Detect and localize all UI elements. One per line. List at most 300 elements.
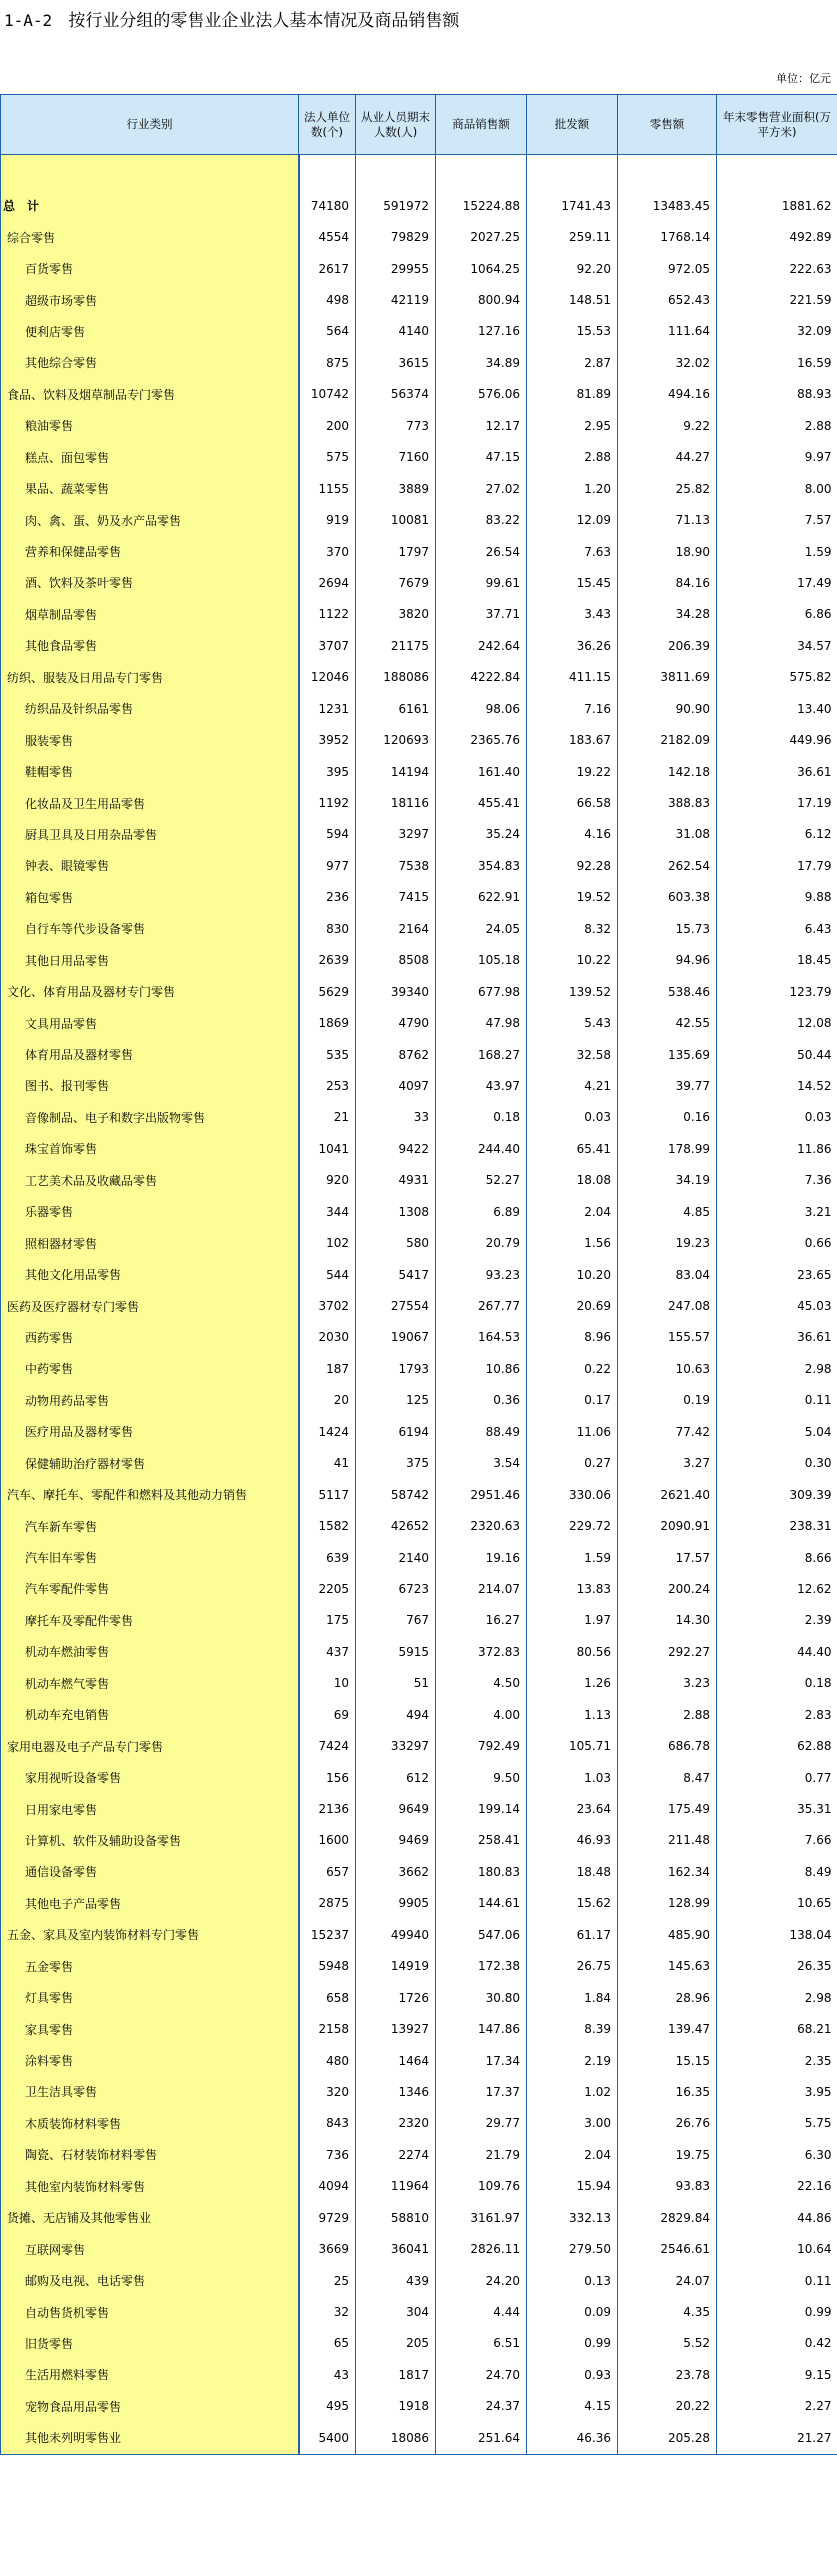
cell-sales: 19.16 [436, 1542, 527, 1573]
cell-employees: 580 [356, 1227, 436, 1258]
cell-retail: 16.35 [618, 2076, 717, 2107]
cell-wholesale: 2.19 [527, 2045, 618, 2076]
cell-sales: 1064.25 [436, 253, 527, 284]
cell-employees: 27554 [356, 1290, 436, 1321]
cell-employees: 773 [356, 410, 436, 441]
cell-retail: 39.77 [618, 1070, 717, 1101]
cell-employees: 58810 [356, 2202, 436, 2233]
unit-label: 单位：亿元 [776, 72, 831, 85]
cell-employees: 1464 [356, 2045, 436, 2076]
cell-floor-area: 449.96 [717, 724, 837, 755]
cell-sales: 4.50 [436, 1668, 527, 1699]
cell-employees: 13927 [356, 2013, 436, 2044]
cell-sales: 52.27 [436, 1165, 527, 1196]
cell-sales: 24.05 [436, 913, 527, 944]
cell-sales: 29.77 [436, 2108, 527, 2139]
cell-legal-units: 320 [299, 2076, 356, 2107]
row-industry-name: 涂料零售 [1, 2045, 299, 2076]
cell-floor-area: 2.39 [717, 1605, 837, 1636]
cell-employees: 3889 [356, 473, 436, 504]
row-industry-name: 其他未列明零售业 [1, 2422, 299, 2454]
cell-legal-units: 156 [299, 1762, 356, 1793]
cell-retail: 128.99 [618, 1888, 717, 1919]
cell-wholesale: 92.20 [527, 253, 618, 284]
cell-employees: 612 [356, 1762, 436, 1793]
cell-floor-area: 21.27 [717, 2422, 837, 2454]
cell-floor-area: 14.52 [717, 1070, 837, 1101]
table-row [1, 630, 837, 661]
table-row [1, 1951, 837, 1982]
row-industry-name: 纺织、服装及日用品专门零售 [1, 662, 299, 693]
cell-legal-units: 5948 [299, 1951, 356, 1982]
row-industry-name: 摩托车及零配件零售 [1, 1605, 299, 1636]
table-row [1, 1730, 837, 1761]
cell-floor-area: 492.89 [717, 221, 837, 252]
cell-wholesale: 0.09 [527, 2296, 618, 2327]
row-industry-name: 计算机、软件及辅助设备零售 [1, 1825, 299, 1856]
cell-sales: 47.15 [436, 442, 527, 473]
cell-wholesale: 18.08 [527, 1165, 618, 1196]
cell-legal-units: 15237 [299, 1919, 356, 1950]
cell-sales: 214.07 [436, 1573, 527, 1604]
cell-employees: 8508 [356, 945, 436, 976]
cell-legal-units: 657 [299, 1856, 356, 1887]
row-industry-name: 超级市场零售 [1, 284, 299, 315]
cell-sales: 147.86 [436, 2013, 527, 2044]
cell-floor-area: 45.03 [717, 1290, 837, 1321]
cell-legal-units: 69 [299, 1699, 356, 1730]
cell-wholesale: 0.22 [527, 1353, 618, 1384]
cell-sales: 258.41 [436, 1825, 527, 1856]
cell-floor-area: 12.08 [717, 1007, 837, 1038]
cell-employees: 4140 [356, 316, 436, 347]
cell-sales: 26.54 [436, 536, 527, 567]
cell-floor-area: 18.45 [717, 945, 837, 976]
table-row [1, 190, 837, 221]
cell-sales: 24.70 [436, 2359, 527, 2390]
cell-employees: 9649 [356, 1793, 436, 1824]
cell-sales: 15224.88 [436, 190, 527, 221]
cell-legal-units: 25 [299, 2265, 356, 2296]
table-row [1, 882, 837, 913]
cell-sales: 2365.76 [436, 724, 527, 755]
cell-employees: 4790 [356, 1007, 436, 1038]
table-row [1, 819, 837, 850]
cell-floor-area: 6.30 [717, 2139, 837, 2170]
cell-retail: 247.08 [618, 1290, 717, 1321]
table-row [1, 2359, 837, 2390]
table-row [1, 662, 837, 693]
cell-employees: 9905 [356, 1888, 436, 1919]
row-industry-name: 照相器材零售 [1, 1227, 299, 1258]
cell-retail: 4.85 [618, 1196, 717, 1227]
row-industry-name: 综合零售 [1, 221, 299, 252]
row-industry-name: 乐器零售 [1, 1196, 299, 1227]
table-row [1, 442, 837, 473]
cell-sales: 2320.63 [436, 1510, 527, 1541]
cell-floor-area: 23.65 [717, 1259, 837, 1290]
cell-wholesale: 183.67 [527, 724, 618, 755]
cell-sales: 0.18 [436, 1102, 527, 1133]
cell-retail: 14.30 [618, 1605, 717, 1636]
row-industry-name: 其他电子产品零售 [1, 1888, 299, 1919]
cell-retail: 211.48 [618, 1825, 717, 1856]
cell-sales: 547.06 [436, 1919, 527, 1950]
cell-sales: 6.89 [436, 1196, 527, 1227]
cell-legal-units: 344 [299, 1196, 356, 1227]
cell-legal-units: 5629 [299, 976, 356, 1007]
cell-floor-area: 2.35 [717, 2045, 837, 2076]
table-row [1, 1573, 837, 1604]
row-industry-name: 营养和保健品零售 [1, 536, 299, 567]
cell-legal-units: 2158 [299, 2013, 356, 2044]
cell-floor-area: 26.35 [717, 1951, 837, 1982]
cell-sales: 20.79 [436, 1227, 527, 1258]
cell-retail: 162.34 [618, 1856, 717, 1887]
table-row [1, 253, 837, 284]
cell-retail: 2829.84 [618, 2202, 717, 2233]
cell-floor-area: 68.21 [717, 2013, 837, 2044]
cell-employees: 4097 [356, 1070, 436, 1101]
cell-floor-area: 62.88 [717, 1730, 837, 1761]
table-row [1, 756, 837, 787]
cell-retail: 17.57 [618, 1542, 717, 1573]
table-row [1, 536, 837, 567]
cell-legal-units: 658 [299, 1982, 356, 2013]
cell-legal-units: 3702 [299, 1290, 356, 1321]
cell-employees: 56374 [356, 379, 436, 410]
cell-wholesale: 3.00 [527, 2108, 618, 2139]
cell-employees: 1793 [356, 1353, 436, 1384]
cell-wholesale: 259.11 [527, 221, 618, 252]
row-industry-name: 酒、饮料及茶叶零售 [1, 567, 299, 598]
cell-retail: 2546.61 [618, 2233, 717, 2264]
cell-sales: 251.64 [436, 2422, 527, 2454]
cell-sales: 168.27 [436, 1039, 527, 1070]
cell-wholesale: 23.64 [527, 1793, 618, 1824]
cell-wholesale: 10.20 [527, 1259, 618, 1290]
header-floor-area: 年末零售营业面积(万平方米) [717, 95, 837, 155]
cell-floor-area: 3.95 [717, 2076, 837, 2107]
cell-legal-units: 736 [299, 2139, 356, 2170]
cell-employees: 494 [356, 1699, 436, 1730]
cell-legal-units: 535 [299, 1039, 356, 1070]
cell-sales: 3.54 [436, 1448, 527, 1479]
cell-floor-area: 12.62 [717, 1573, 837, 1604]
row-industry-name: 其他日用品零售 [1, 945, 299, 976]
cell-wholesale: 36.26 [527, 630, 618, 661]
cell-floor-area: 222.63 [717, 253, 837, 284]
cell-employees: 1797 [356, 536, 436, 567]
row-industry-name: 互联网零售 [1, 2233, 299, 2264]
cell-employees: 36041 [356, 2233, 436, 2264]
cell-retail: 178.99 [618, 1133, 717, 1164]
cell-legal-units: 2875 [299, 1888, 356, 1919]
table-row [1, 1888, 837, 1919]
cell-wholesale: 330.06 [527, 1479, 618, 1510]
cell-floor-area: 0.03 [717, 1102, 837, 1133]
cell-employees: 42652 [356, 1510, 436, 1541]
cell-retail: 42.55 [618, 1007, 717, 1038]
spacer-row [1, 155, 837, 191]
cell-retail: 262.54 [618, 850, 717, 881]
cell-legal-units: 480 [299, 2045, 356, 2076]
row-industry-name: 医药及医疗器材专门零售 [1, 1290, 299, 1321]
cell-employees: 439 [356, 2265, 436, 2296]
row-industry-name: 文化、体育用品及器材专门零售 [1, 976, 299, 1007]
cell-wholesale: 1.20 [527, 473, 618, 504]
row-industry-name: 家具零售 [1, 2013, 299, 2044]
cell-legal-units: 2205 [299, 1573, 356, 1604]
cell-employees: 1308 [356, 1196, 436, 1227]
cell-retail: 44.27 [618, 442, 717, 473]
cell-retail: 34.28 [618, 599, 717, 630]
cell-wholesale: 332.13 [527, 2202, 618, 2233]
cell-wholesale: 61.17 [527, 1919, 618, 1950]
table-row [1, 976, 837, 1007]
cell-employees: 591972 [356, 190, 436, 221]
cell-sales: 16.27 [436, 1605, 527, 1636]
table-row [1, 1102, 837, 1133]
cell-retail: 26.76 [618, 2108, 717, 2139]
cell-wholesale: 4.16 [527, 819, 618, 850]
cell-retail: 135.69 [618, 1039, 717, 1070]
row-industry-name: 音像制品、电子和数字出版物零售 [1, 1102, 299, 1133]
table-row [1, 2391, 837, 2422]
cell-employees: 21175 [356, 630, 436, 661]
cell-retail: 206.39 [618, 630, 717, 661]
cell-wholesale: 1.97 [527, 1605, 618, 1636]
cell-floor-area: 5.75 [717, 2108, 837, 2139]
row-industry-name: 卫生洁具零售 [1, 2076, 299, 2107]
row-industry-name: 机动车充电销售 [1, 1699, 299, 1730]
cell-wholesale: 15.53 [527, 316, 618, 347]
row-industry-name: 宠物食品用品零售 [1, 2391, 299, 2422]
table-body [1, 155, 837, 2455]
header-employees: 从业人员期末人数(人) [356, 95, 436, 155]
cell-legal-units: 41 [299, 1448, 356, 1479]
cell-floor-area: 9.15 [717, 2359, 837, 2390]
cell-wholesale: 1.03 [527, 1762, 618, 1793]
cell-wholesale: 1.59 [527, 1542, 618, 1573]
row-industry-name: 其他室内装饰材料零售 [1, 2171, 299, 2202]
row-industry-name: 动物用药品零售 [1, 1385, 299, 1416]
cell-legal-units: 2639 [299, 945, 356, 976]
cell-sales: 3161.97 [436, 2202, 527, 2233]
cell-wholesale: 3.43 [527, 599, 618, 630]
cell-retail: 15.73 [618, 913, 717, 944]
row-industry-name: 食品、饮料及烟草制品专门零售 [1, 379, 299, 410]
table-row [1, 2265, 837, 2296]
cell-retail: 28.96 [618, 1982, 717, 2013]
cell-legal-units: 544 [299, 1259, 356, 1290]
cell-floor-area: 0.30 [717, 1448, 837, 1479]
row-industry-name: 汽车、摩托车、零配件和燃料及其他动力销售 [1, 1479, 299, 1510]
table-row [1, 504, 837, 535]
row-industry-name: 机动车燃气零售 [1, 1668, 299, 1699]
cell-floor-area: 9.88 [717, 882, 837, 913]
statistics-table [0, 94, 837, 2455]
cell-wholesale: 81.89 [527, 379, 618, 410]
cell-legal-units: 1582 [299, 1510, 356, 1541]
cell-employees: 11964 [356, 2171, 436, 2202]
cell-floor-area: 2.98 [717, 1982, 837, 2013]
cell-employees: 19067 [356, 1322, 436, 1353]
cell-retail: 13483.45 [618, 190, 717, 221]
cell-wholesale: 32.58 [527, 1039, 618, 1070]
cell-employees: 6723 [356, 1573, 436, 1604]
cell-floor-area: 8.66 [717, 1542, 837, 1573]
cell-sales: 93.23 [436, 1259, 527, 1290]
cell-retail: 205.28 [618, 2422, 717, 2454]
cell-floor-area: 0.11 [717, 2265, 837, 2296]
cell-sales: 43.97 [436, 1070, 527, 1101]
cell-retail: 90.90 [618, 693, 717, 724]
cell-sales: 144.61 [436, 1888, 527, 1919]
cell-sales: 17.37 [436, 2076, 527, 2107]
cell-wholesale: 8.96 [527, 1322, 618, 1353]
table-row [1, 1605, 837, 1636]
cell-floor-area: 2.88 [717, 410, 837, 441]
cell-sales: 2826.11 [436, 2233, 527, 2264]
cell-legal-units: 1155 [299, 473, 356, 504]
cell-sales: 6.51 [436, 2328, 527, 2359]
cell-legal-units: 7424 [299, 1730, 356, 1761]
table-row [1, 347, 837, 378]
cell-floor-area: 6.43 [717, 913, 837, 944]
table-row [1, 787, 837, 818]
cell-retail: 200.24 [618, 1573, 717, 1604]
cell-legal-units: 102 [299, 1227, 356, 1258]
cell-employees: 125 [356, 1385, 436, 1416]
cell-wholesale: 10.22 [527, 945, 618, 976]
cell-employees: 8762 [356, 1039, 436, 1070]
cell-legal-units: 43 [299, 2359, 356, 2390]
table-row [1, 1636, 837, 1667]
cell-legal-units: 639 [299, 1542, 356, 1573]
cell-retail: 3.23 [618, 1668, 717, 1699]
table-row [1, 1825, 837, 1856]
cell-floor-area: 2.98 [717, 1353, 837, 1384]
cell-retail: 93.83 [618, 2171, 717, 2202]
row-industry-name: 汽车旧车零售 [1, 1542, 299, 1573]
cell-employees: 7538 [356, 850, 436, 881]
cell-legal-units: 5117 [299, 1479, 356, 1510]
row-industry-name: 化妆品及卫生用品零售 [1, 787, 299, 818]
cell-employees: 1346 [356, 2076, 436, 2107]
row-industry-name: 服装零售 [1, 724, 299, 755]
cell-wholesale: 2.04 [527, 2139, 618, 2170]
table-row [1, 850, 837, 881]
cell-legal-units: 498 [299, 284, 356, 315]
table-title [4, 6, 459, 31]
cell-wholesale: 0.99 [527, 2328, 618, 2359]
table-row [1, 1762, 837, 1793]
cell-wholesale: 8.39 [527, 2013, 618, 2044]
cell-wholesale: 2.04 [527, 1196, 618, 1227]
cell-sales: 677.98 [436, 976, 527, 1007]
cell-sales: 37.71 [436, 599, 527, 630]
cell-employees: 767 [356, 1605, 436, 1636]
row-industry-name: 陶瓷、石材装饰材料零售 [1, 2139, 299, 2170]
cell-wholesale: 4.21 [527, 1070, 618, 1101]
cell-wholesale: 1.26 [527, 1668, 618, 1699]
cell-floor-area: 44.86 [717, 2202, 837, 2233]
cell-wholesale: 15.94 [527, 2171, 618, 2202]
cell-wholesale: 0.03 [527, 1102, 618, 1133]
cell-employees: 5915 [356, 1636, 436, 1667]
table-row [1, 1416, 837, 1447]
cell-retail: 9.22 [618, 410, 717, 441]
cell-legal-units: 175 [299, 1605, 356, 1636]
cell-sales: 34.89 [436, 347, 527, 378]
cell-legal-units: 9729 [299, 2202, 356, 2233]
cell-retail: 32.02 [618, 347, 717, 378]
cell-retail: 485.90 [618, 1919, 717, 1950]
cell-wholesale: 7.16 [527, 693, 618, 724]
table-row [1, 1385, 837, 1416]
table-row [1, 1510, 837, 1541]
cell-employees: 9469 [356, 1825, 436, 1856]
cell-floor-area: 221.59 [717, 284, 837, 315]
cell-wholesale: 15.45 [527, 567, 618, 598]
cell-sales: 2027.25 [436, 221, 527, 252]
table-row [1, 1227, 837, 1258]
cell-employees: 1817 [356, 2359, 436, 2390]
cell-retail: 142.18 [618, 756, 717, 787]
cell-floor-area: 7.36 [717, 1165, 837, 1196]
table-row [1, 2045, 837, 2076]
cell-retail: 5.52 [618, 2328, 717, 2359]
cell-floor-area: 7.66 [717, 1825, 837, 1856]
cell-retail: 2.88 [618, 1699, 717, 1730]
cell-legal-units: 919 [299, 504, 356, 535]
cell-wholesale: 2.87 [527, 347, 618, 378]
cell-floor-area: 2.27 [717, 2391, 837, 2422]
cell-sales: 792.49 [436, 1730, 527, 1761]
cell-floor-area: 8.49 [717, 1856, 837, 1887]
cell-retail: 111.64 [618, 316, 717, 347]
cell-floor-area: 36.61 [717, 756, 837, 787]
table-row [1, 1165, 837, 1196]
row-industry-name: 其他文化用品零售 [1, 1259, 299, 1290]
cell-floor-area: 3.21 [717, 1196, 837, 1227]
cell-floor-area: 6.12 [717, 819, 837, 850]
table-row [1, 2013, 837, 2044]
cell-retail: 388.83 [618, 787, 717, 818]
cell-sales: 12.17 [436, 410, 527, 441]
cell-employees: 3297 [356, 819, 436, 850]
cell-floor-area: 34.57 [717, 630, 837, 661]
cell-retail: 686.78 [618, 1730, 717, 1761]
cell-floor-area: 5.04 [717, 1416, 837, 1447]
cell-employees: 1726 [356, 1982, 436, 2013]
cell-wholesale: 7.63 [527, 536, 618, 567]
table-row [1, 1479, 837, 1510]
row-industry-name: 肉、禽、蛋、奶及水产品零售 [1, 504, 299, 535]
row-industry-name: 汽车新车零售 [1, 1510, 299, 1541]
cell-employees: 304 [356, 2296, 436, 2327]
cell-retail: 20.22 [618, 2391, 717, 2422]
cell-wholesale: 2.88 [527, 442, 618, 473]
cell-sales: 4.44 [436, 2296, 527, 2327]
cell-wholesale: 105.71 [527, 1730, 618, 1761]
cell-retail: 1768.14 [618, 221, 717, 252]
cell-legal-units: 1192 [299, 787, 356, 818]
cell-retail: 175.49 [618, 1793, 717, 1824]
cell-retail: 603.38 [618, 882, 717, 913]
cell-retail: 494.16 [618, 379, 717, 410]
